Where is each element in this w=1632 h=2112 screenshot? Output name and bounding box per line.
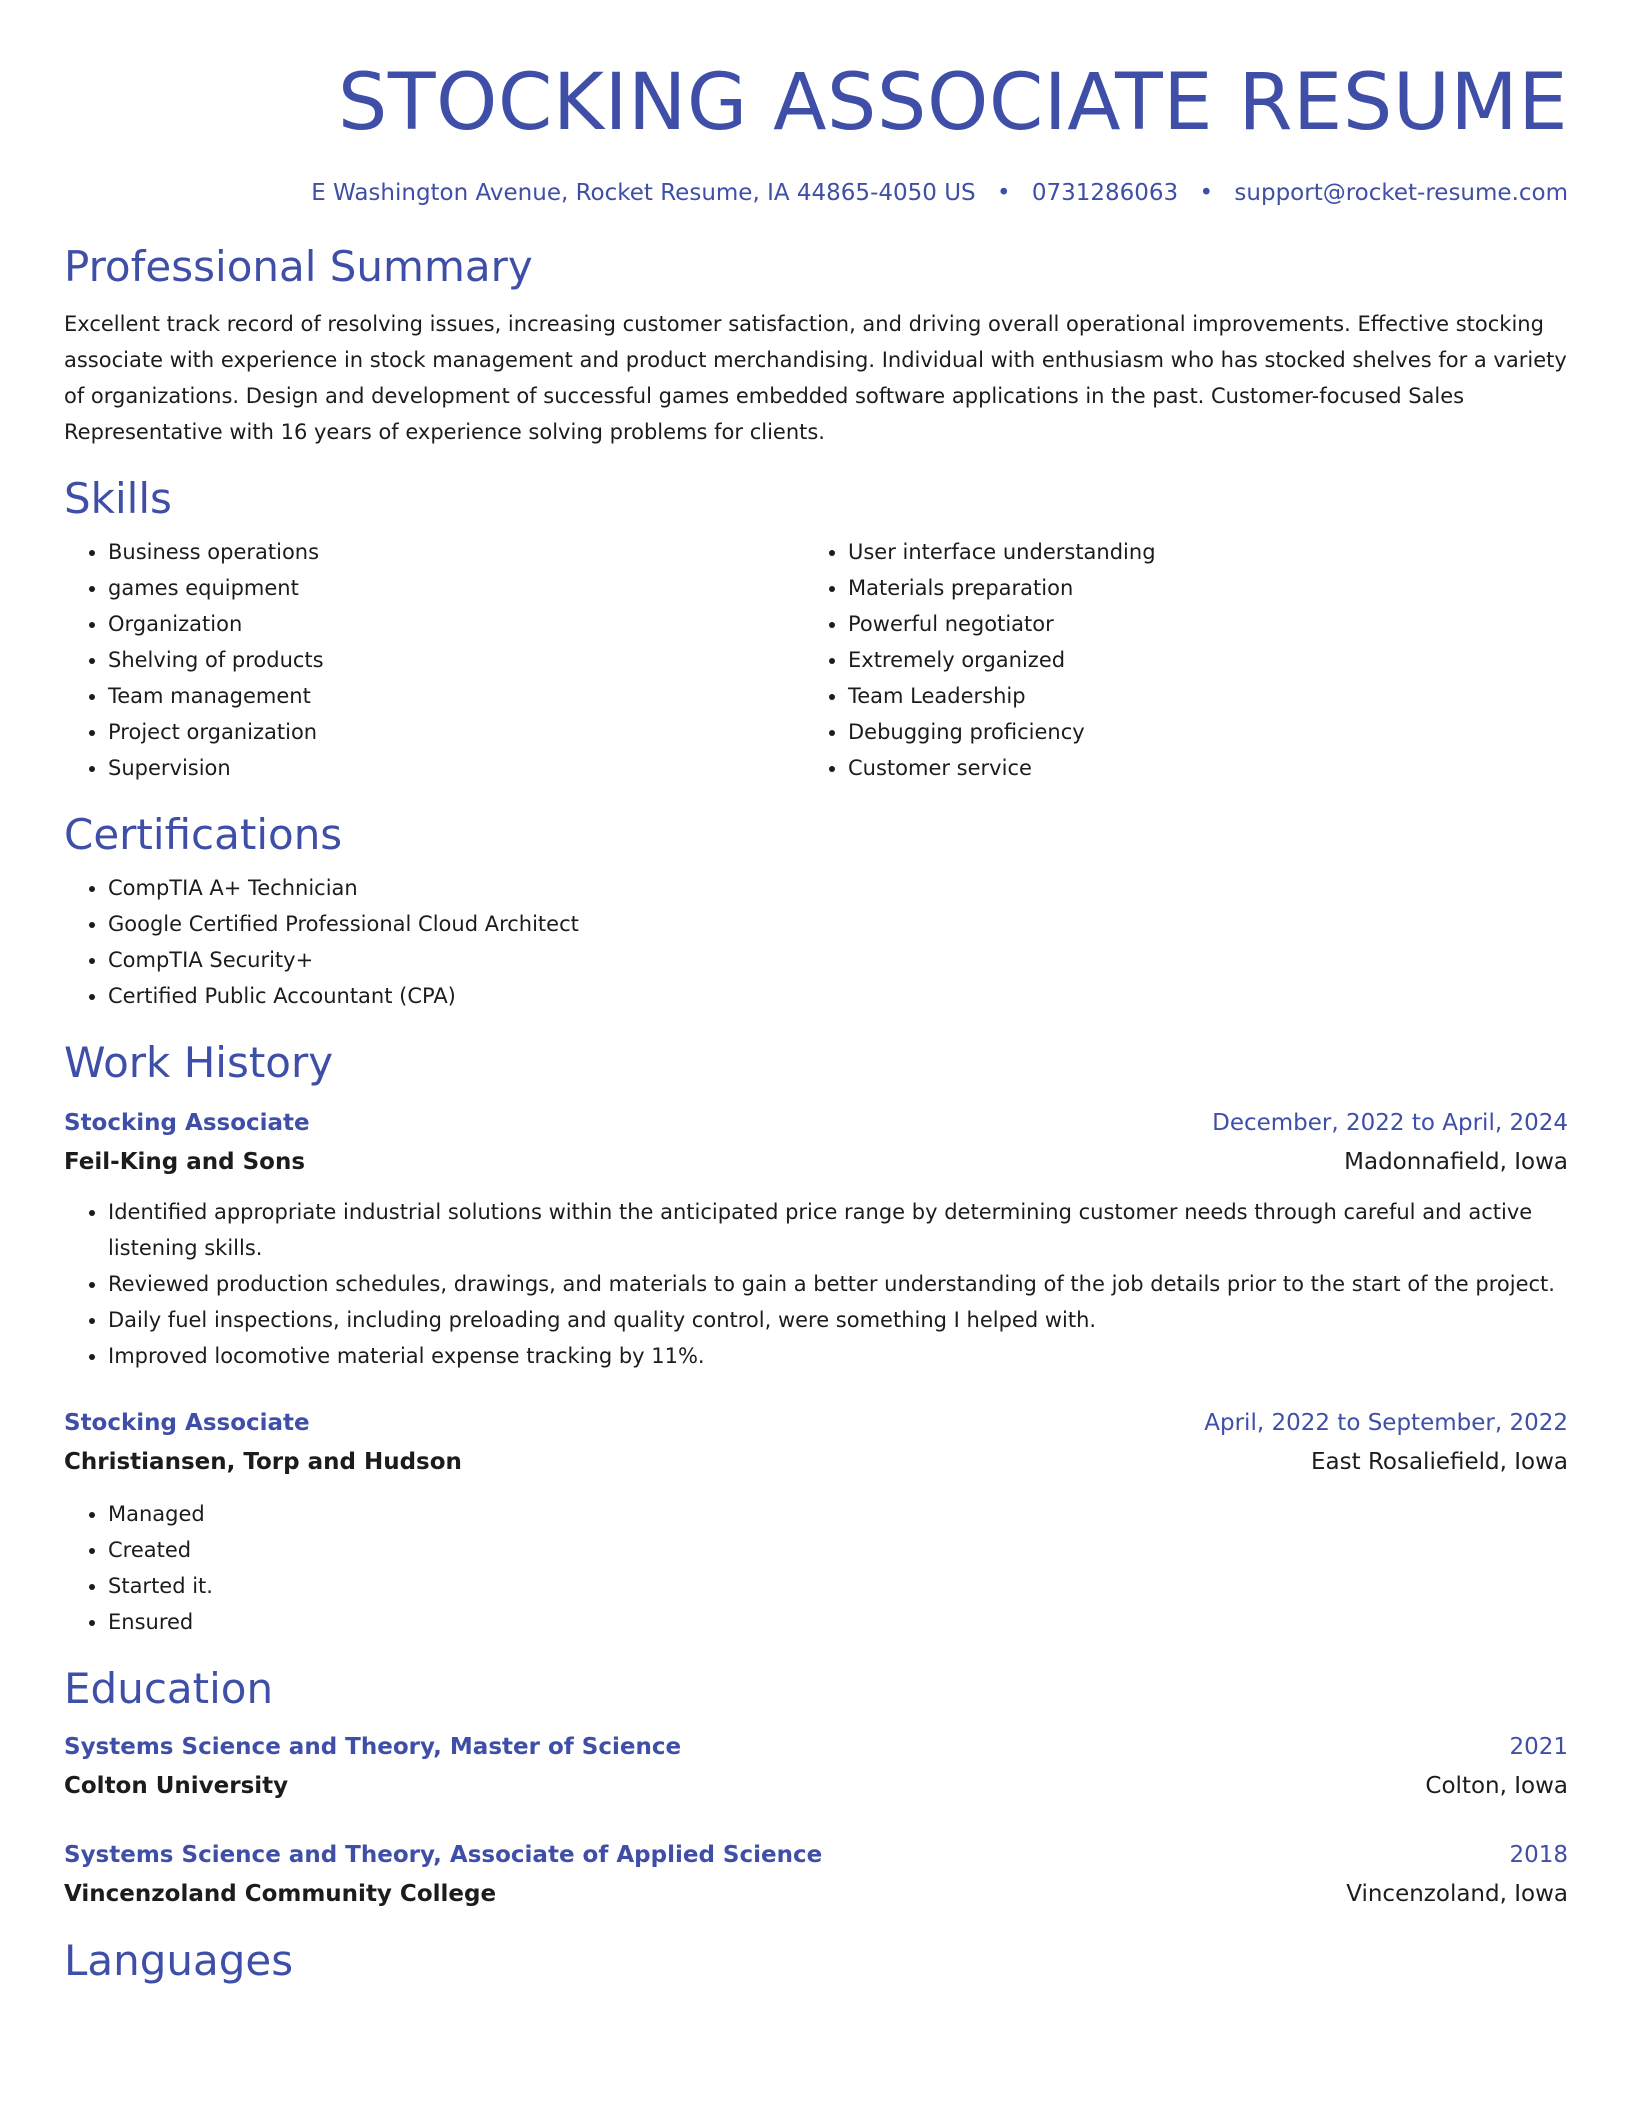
job-bullets bbox=[64, 1496, 1568, 1640]
certification-item: • Google Certified Professional Cloud Architect bbox=[108, 906, 1568, 942]
education-entry bbox=[64, 1728, 1568, 1806]
resume-page bbox=[64, 0, 1568, 1988]
education-year: 2021 bbox=[1509, 1734, 1568, 1760]
contact-phone: 0731286063 bbox=[1031, 180, 1179, 206]
job-bullet: • Improved locomotive material expense tracking by 11%. bbox=[108, 1338, 1568, 1374]
skill-item: • Materials preparation bbox=[848, 570, 1544, 606]
certifications-list bbox=[64, 870, 1568, 1014]
skill-item: • Supervision bbox=[108, 750, 804, 786]
job-entry bbox=[64, 1404, 1568, 1640]
job-dates: December, 2022 to April, 2024 bbox=[1212, 1110, 1568, 1136]
skills-heading: Skills bbox=[64, 474, 172, 523]
skill-item: • Team management bbox=[108, 678, 804, 714]
skill-item: • Shelving of products bbox=[108, 642, 804, 678]
certification-item: • CompTIA A+ Technician bbox=[108, 870, 1568, 906]
skill-item: • Business operations bbox=[108, 534, 804, 570]
certifications-heading: Certifications bbox=[64, 810, 343, 859]
education-heading: Education bbox=[64, 1664, 274, 1713]
skill-item: • User interface understanding bbox=[848, 534, 1544, 570]
job-location: East Rosaliefield, Iowa bbox=[1311, 1449, 1568, 1475]
job-bullet: • Managed bbox=[108, 1496, 1568, 1532]
education-school: Vincenzoland Community College bbox=[64, 1881, 497, 1907]
job-bullet: • Ensured bbox=[108, 1604, 1568, 1640]
skills-left-column bbox=[64, 534, 804, 786]
skill-item: • Customer service bbox=[848, 750, 1544, 786]
job-bullet: • Reviewed production schedules, drawings, and materials to gain a better understanding of the job details prior to the start of the project. bbox=[108, 1266, 1568, 1302]
education-school: Colton University bbox=[64, 1773, 289, 1799]
skill-item: • games equipment bbox=[108, 570, 804, 606]
job-location: Madonnafield, Iowa bbox=[1344, 1149, 1568, 1175]
job-title: Stocking Associate bbox=[64, 1110, 310, 1136]
skill-item: • Team Leadership bbox=[848, 678, 1544, 714]
skill-item: • Project organization bbox=[108, 714, 804, 750]
education-entry bbox=[64, 1836, 1568, 1914]
contact-email: support@rocket-resume.com bbox=[1234, 180, 1568, 206]
certification-item: • Certified Public Accountant (CPA) bbox=[108, 978, 1568, 1014]
contact-line bbox=[64, 178, 1568, 208]
summary-text: Excellent track record of resolving issues, increasing customer satisfaction, and driving overall operational improvements. Effective stocking associate with experience in stock management and product merchandising. Individual with enthusiasm who has stocked shelves for a variety of organizations. Design and development of successful games embedded software applications in the past. Customer-focused Sales Representative with 16 years of experience solving problems for clients. bbox=[64, 312, 1567, 444]
contact-address: E Washington Avenue, Rocket Resume, IA 44865-4050 US bbox=[311, 180, 976, 206]
certification-item: • CompTIA Security+ bbox=[108, 942, 1568, 978]
job-entry bbox=[64, 1104, 1568, 1374]
education-year: 2018 bbox=[1509, 1842, 1568, 1868]
education-degree: Systems Science and Theory, Associate of Applied Science bbox=[64, 1842, 823, 1868]
education-location: Colton, Iowa bbox=[1425, 1773, 1568, 1799]
education-location: Vincenzoland, Iowa bbox=[1346, 1881, 1568, 1907]
job-title: Stocking Associate bbox=[64, 1410, 310, 1436]
contact-separator: • bbox=[996, 180, 1011, 206]
resume-title: STOCKING ASSOCIATE RESUME bbox=[337, 58, 1568, 148]
job-employer: Christiansen, Torp and Hudson bbox=[64, 1449, 462, 1475]
summary-heading: Professional Summary bbox=[64, 242, 533, 291]
job-bullet: • Identified appropriate industrial solutions within the anticipated price range by determining customer needs through careful and active listening skills. bbox=[108, 1194, 1568, 1266]
job-dates: April, 2022 to September, 2022 bbox=[1204, 1410, 1568, 1436]
work-history-heading: Work History bbox=[64, 1038, 334, 1087]
skill-item: • Debugging proficiency bbox=[848, 714, 1544, 750]
languages-heading: Languages bbox=[64, 1936, 294, 1985]
skills-right-column bbox=[804, 534, 1544, 786]
contact-separator: • bbox=[1199, 180, 1214, 206]
education-degree: Systems Science and Theory, Master of Science bbox=[64, 1734, 682, 1760]
job-bullet: • Daily fuel inspections, including preloading and quality control, were something I helped with. bbox=[108, 1302, 1568, 1338]
skills-list bbox=[64, 534, 1568, 786]
job-bullets bbox=[64, 1194, 1568, 1374]
job-bullet: • Created bbox=[108, 1532, 1568, 1568]
skill-item: • Extremely organized bbox=[848, 642, 1544, 678]
job-bullet: • Started it. bbox=[108, 1568, 1568, 1604]
job-employer: Feil-King and Sons bbox=[64, 1149, 306, 1175]
skill-item: • Powerful negotiator bbox=[848, 606, 1544, 642]
skill-item: • Organization bbox=[108, 606, 804, 642]
